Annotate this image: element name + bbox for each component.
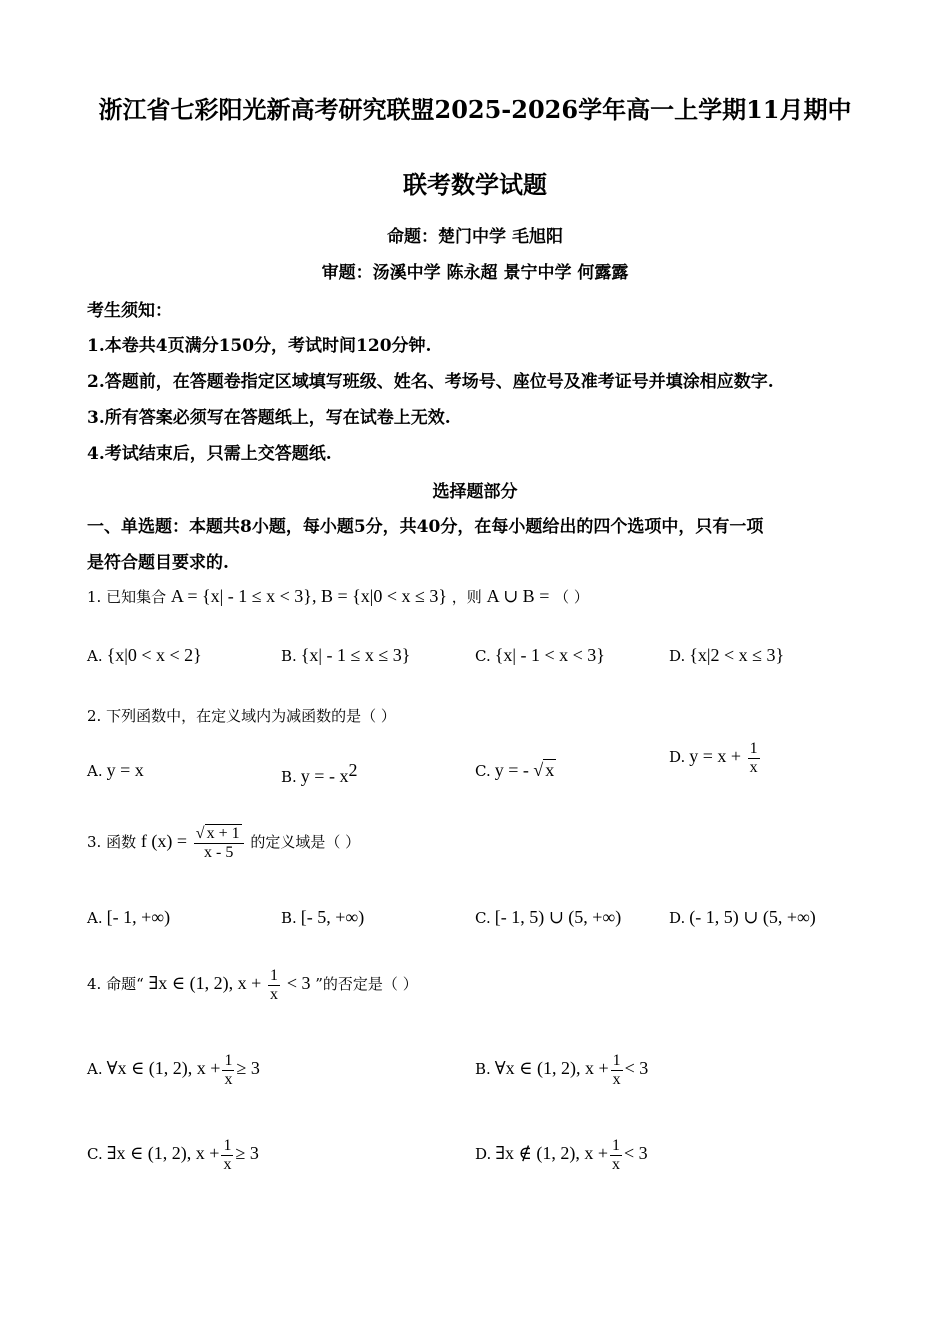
option-text: [- 1, +∞): [106, 907, 171, 927]
fraction-numerator: 1: [612, 1052, 621, 1069]
author-line: 命题：楚门中学 毛旭阳: [387, 227, 563, 247]
option-relation: ≥ 3: [236, 1058, 260, 1079]
option-label: D.: [475, 1145, 492, 1164]
q4-option-b: [475, 1052, 648, 1088]
radicand: x + 1: [206, 825, 240, 842]
option-label: D.: [669, 748, 686, 767]
question-3-prefix: 3. 函数: [87, 833, 137, 852]
fraction-denominator: x: [612, 1070, 621, 1088]
option-text: {x|2 < x ≤ 3}: [689, 645, 785, 665]
question-1-prefix: 1. 已知集合: [87, 588, 167, 606]
option-label: A.: [87, 762, 103, 780]
fraction-numerator: 1: [223, 1137, 232, 1154]
option-text: ∃x ∉ (1, 2), x +: [495, 1143, 608, 1164]
option-label: A.: [87, 647, 103, 665]
question-3-func: f (x) =: [140, 831, 188, 852]
fraction-denominator: x: [223, 1155, 232, 1173]
option-radicand: x: [545, 760, 555, 780]
option-text: ∀x ∈ (1, 2), x +: [494, 1058, 609, 1079]
question-3-suffix: 的定义域是（ ）: [250, 833, 361, 852]
option-label: C.: [87, 1145, 103, 1164]
option-fraction: [611, 1052, 623, 1088]
notice-heading: 考生须知：: [87, 301, 172, 321]
option-relation: < 3: [624, 1143, 648, 1164]
reviewer-line: 审题：汤溪中学 陈永超 景宁中学 何露露: [321, 263, 629, 283]
fraction-denominator: x: [270, 985, 279, 1003]
option-text: ∃x ∈ (1, 2), x +: [106, 1143, 220, 1164]
option-relation: < 3: [624, 1058, 649, 1079]
option-label: C.: [475, 909, 491, 927]
exam-title-line1: 浙江省七彩阳光新高考研究联盟2025-2026学年高一上学期11月期中: [98, 95, 852, 124]
question-3: [87, 825, 360, 861]
q3-option-a: [87, 907, 170, 928]
q1-option-d: [669, 645, 784, 666]
option-text: y = x +: [689, 746, 746, 767]
fraction-numerator: 1: [749, 740, 758, 757]
q1-option-b: [281, 645, 410, 666]
option-fraction: [221, 1137, 233, 1173]
q2-option-b: [281, 760, 357, 787]
q1-option-a: [87, 645, 202, 666]
option-label: A.: [87, 1060, 103, 1079]
q3-option-d: [669, 907, 816, 928]
option-relation: ≥ 3: [235, 1143, 259, 1164]
question-1: [87, 586, 589, 607]
option-label: B.: [475, 1060, 491, 1079]
option-label: D.: [669, 647, 686, 665]
fraction-denominator: x: [224, 1070, 233, 1088]
option-label: C.: [475, 762, 491, 780]
option-text: (- 1, 5) ∪ (5, +∞): [689, 907, 816, 927]
notice-item: 2.答题前，在答题卷指定区域填写班级、姓名、考场号、座位号及准考证号并填涂相应数字.: [87, 372, 774, 392]
q4-option-d: [475, 1137, 648, 1173]
option-label: B.: [281, 647, 297, 665]
option-text: {x|0 < x < 2}: [106, 645, 202, 665]
q2-option-a: [87, 760, 144, 781]
fraction-denominator: x: [612, 1155, 620, 1173]
question-2: 2. 下列函数中，在定义域内为减函数的是（ ）: [87, 707, 396, 725]
option-text: {x| - 1 < x < 3}: [494, 645, 605, 665]
q3-option-b: [281, 907, 364, 928]
option-text: ∀x ∈ (1, 2), x +: [106, 1058, 221, 1079]
question-4-relation: < 3: [286, 973, 311, 994]
q2-option-c: [475, 760, 556, 781]
question-4-prefix: 4. 命题“: [87, 975, 144, 994]
option-superscript: 2: [348, 760, 358, 780]
question-1-suffix: （ ）: [554, 588, 589, 606]
question-4-fraction: [268, 967, 280, 1003]
option-fraction: [222, 1052, 234, 1088]
question-4-expr: ∃x ∈ (1, 2), x +: [148, 973, 262, 994]
option-label: C.: [475, 647, 491, 665]
question-1-sets: A = {x| - 1 ≤ x < 3}, B = {x|0 < x ≤ 3}: [170, 586, 448, 606]
fraction-numerator: 1: [270, 967, 279, 984]
fraction-denominator: x: [749, 758, 758, 776]
sqrt-symbol: √: [533, 760, 544, 780]
section-instructions-cont: 是符合题目要求的.: [87, 553, 229, 573]
notice-item: 4.考试结束后，只需上交答题纸.: [87, 444, 332, 464]
q4-option-c: [87, 1137, 259, 1173]
question-1-expr: A ∪ B =: [486, 586, 550, 606]
option-label: B.: [281, 768, 297, 786]
notice-item: 1.本卷共4页满分150分，考试时间120分钟.: [87, 336, 432, 356]
option-text: y = x: [106, 760, 144, 780]
q1-option-c: [475, 645, 605, 666]
option-text: {x| - 1 ≤ x ≤ 3}: [300, 645, 411, 665]
option-fraction: [610, 1137, 622, 1173]
fraction-numerator: 1: [224, 1052, 233, 1069]
question-4: [87, 967, 418, 1003]
q4-option-a: [87, 1052, 260, 1088]
part-title: 选择题部分: [432, 482, 518, 502]
question-3-fraction: [194, 825, 244, 861]
option-fraction: [748, 740, 760, 776]
exam-title-line2: 联考数学试题: [403, 170, 547, 199]
option-text: y = - x: [300, 766, 349, 786]
option-label: B.: [281, 909, 297, 927]
q3-option-c: [475, 907, 621, 928]
option-text: [- 1, 5) ∪ (5, +∞): [494, 907, 622, 927]
section-instructions: 一、单选题：本题共8小题，每小题5分，共40分，在每小题给出的四个选项中，只有一项: [87, 517, 764, 537]
option-text: [- 5, +∞): [300, 907, 365, 927]
q2-option-d: [669, 740, 762, 776]
option-label: D.: [669, 909, 686, 927]
question-4-suffix: ”的否定是（ ）: [315, 975, 418, 994]
option-text: y = -: [494, 760, 534, 780]
fraction-numerator: 1: [612, 1137, 620, 1154]
fraction-numerator: √ x + 1: [194, 825, 244, 844]
option-label: A.: [87, 909, 103, 927]
question-1-middle: ，则: [451, 588, 482, 606]
fraction-denominator: x - 5: [204, 843, 234, 861]
notice-item: 3.所有答案必须写在答题纸上，写在试卷上无效.: [87, 408, 451, 428]
